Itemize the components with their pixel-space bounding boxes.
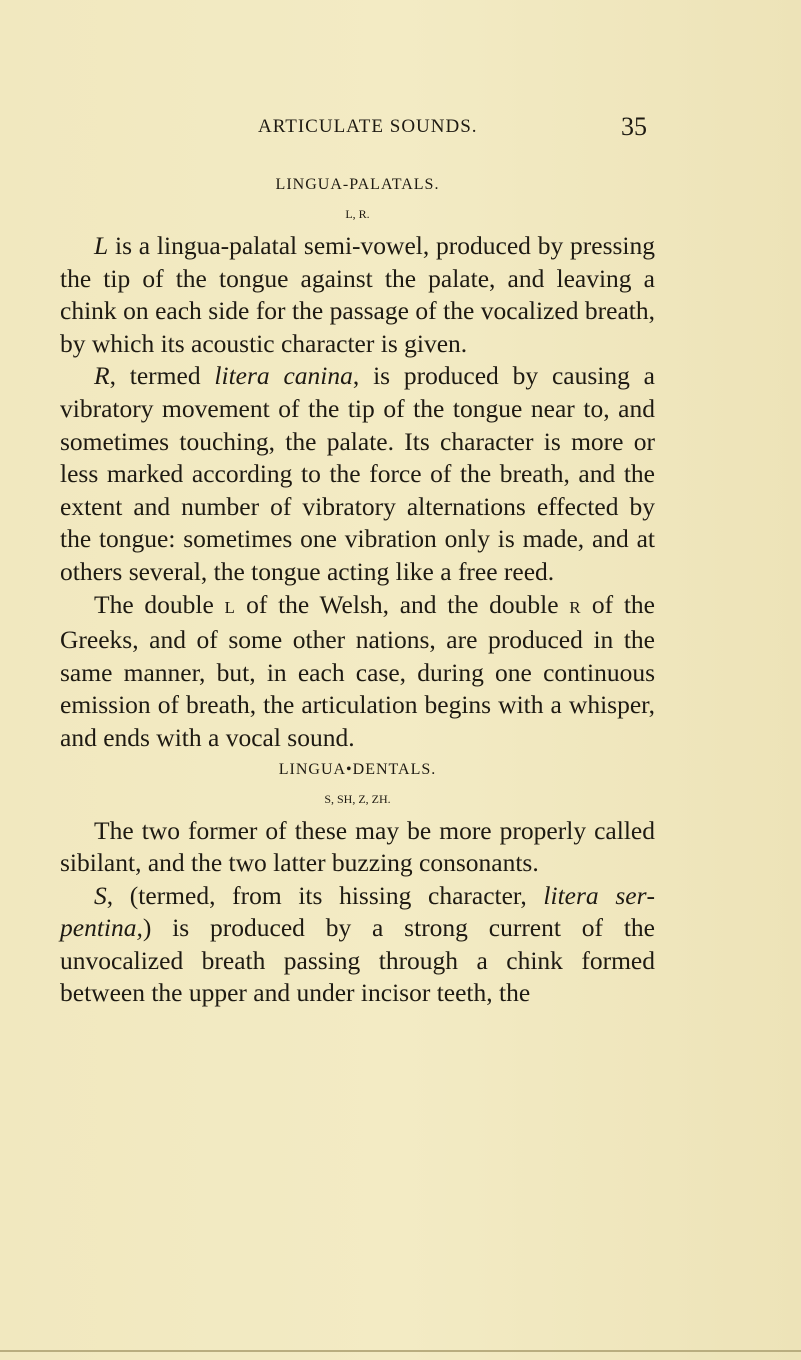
- paragraph-sibilants: [60, 815, 655, 880]
- page-number: 35: [621, 112, 647, 141]
- paragraph-s: [60, 880, 655, 1010]
- body-text: [60, 170, 655, 1010]
- paragraph-text: of the Welsh, and the double: [235, 589, 570, 619]
- small-cap-l: L: [224, 597, 236, 617]
- paragraph-r: [60, 360, 655, 588]
- italic-term: litera serpentina,: [60, 880, 655, 943]
- paragraph-text: , is produced by causing a vibratory movement of the tip of the tongue near to, and sometimes touching, the palate. Its character is more or less marked according to the force of the breath, and the extent and number of vibratory alternations effected by the tongue: sometimes one vibration only is made, and at others several, the tongue acting like a free reed.: [60, 361, 655, 586]
- paragraph-text: is a lingua-palatal semi-vowel, produced by pressing the tip of the tongue against the palate, and leaving a chink on each side for the passage of the vocalized breath, by which its acoustic character is given.: [60, 231, 655, 358]
- paragraph-text: of the Greeks, and of some other nations, are produced in the same manner, but, in each case, during one continuous emission of breath, the articulation begins with a whisper, and ends with a vocal sound.: [60, 589, 655, 752]
- section-subtitle-lingua-dentals: S, SH, Z, ZH.: [324, 791, 391, 806]
- paragraph-l: [60, 230, 655, 360]
- letter-s: S: [94, 880, 107, 910]
- letter-r: R: [94, 361, 110, 391]
- section-title-lingua-palatals: LINGUA-PALATALS.: [275, 176, 440, 193]
- paragraph-text: ) is produced by a strong current of the unvocalized breath passing through a chink formed between the upper and under incisor teeth, the: [60, 913, 655, 1008]
- paragraph-text: , (termed, from its hissing character,: [106, 880, 544, 910]
- running-head: ARTICULATE SOUNDS.: [258, 116, 478, 137]
- page-edge-line: [0, 1350, 801, 1352]
- section-subtitle-lingua-palatals: L, R.: [345, 207, 370, 221]
- paragraph-double-letters: [60, 589, 655, 755]
- italic-term: litera canina: [214, 361, 353, 391]
- small-cap-r: R: [569, 597, 582, 617]
- paragraph-text: The two former of these may be more properly called sibilant, and the two latter buzzing consonants.: [60, 815, 655, 878]
- paragraph-text: , termed: [109, 361, 215, 391]
- section-title-lingua-dentals: LINGUA•DENTALS.: [278, 760, 437, 778]
- letter-l: L: [94, 231, 109, 260]
- paragraph-text: The double: [94, 589, 225, 619]
